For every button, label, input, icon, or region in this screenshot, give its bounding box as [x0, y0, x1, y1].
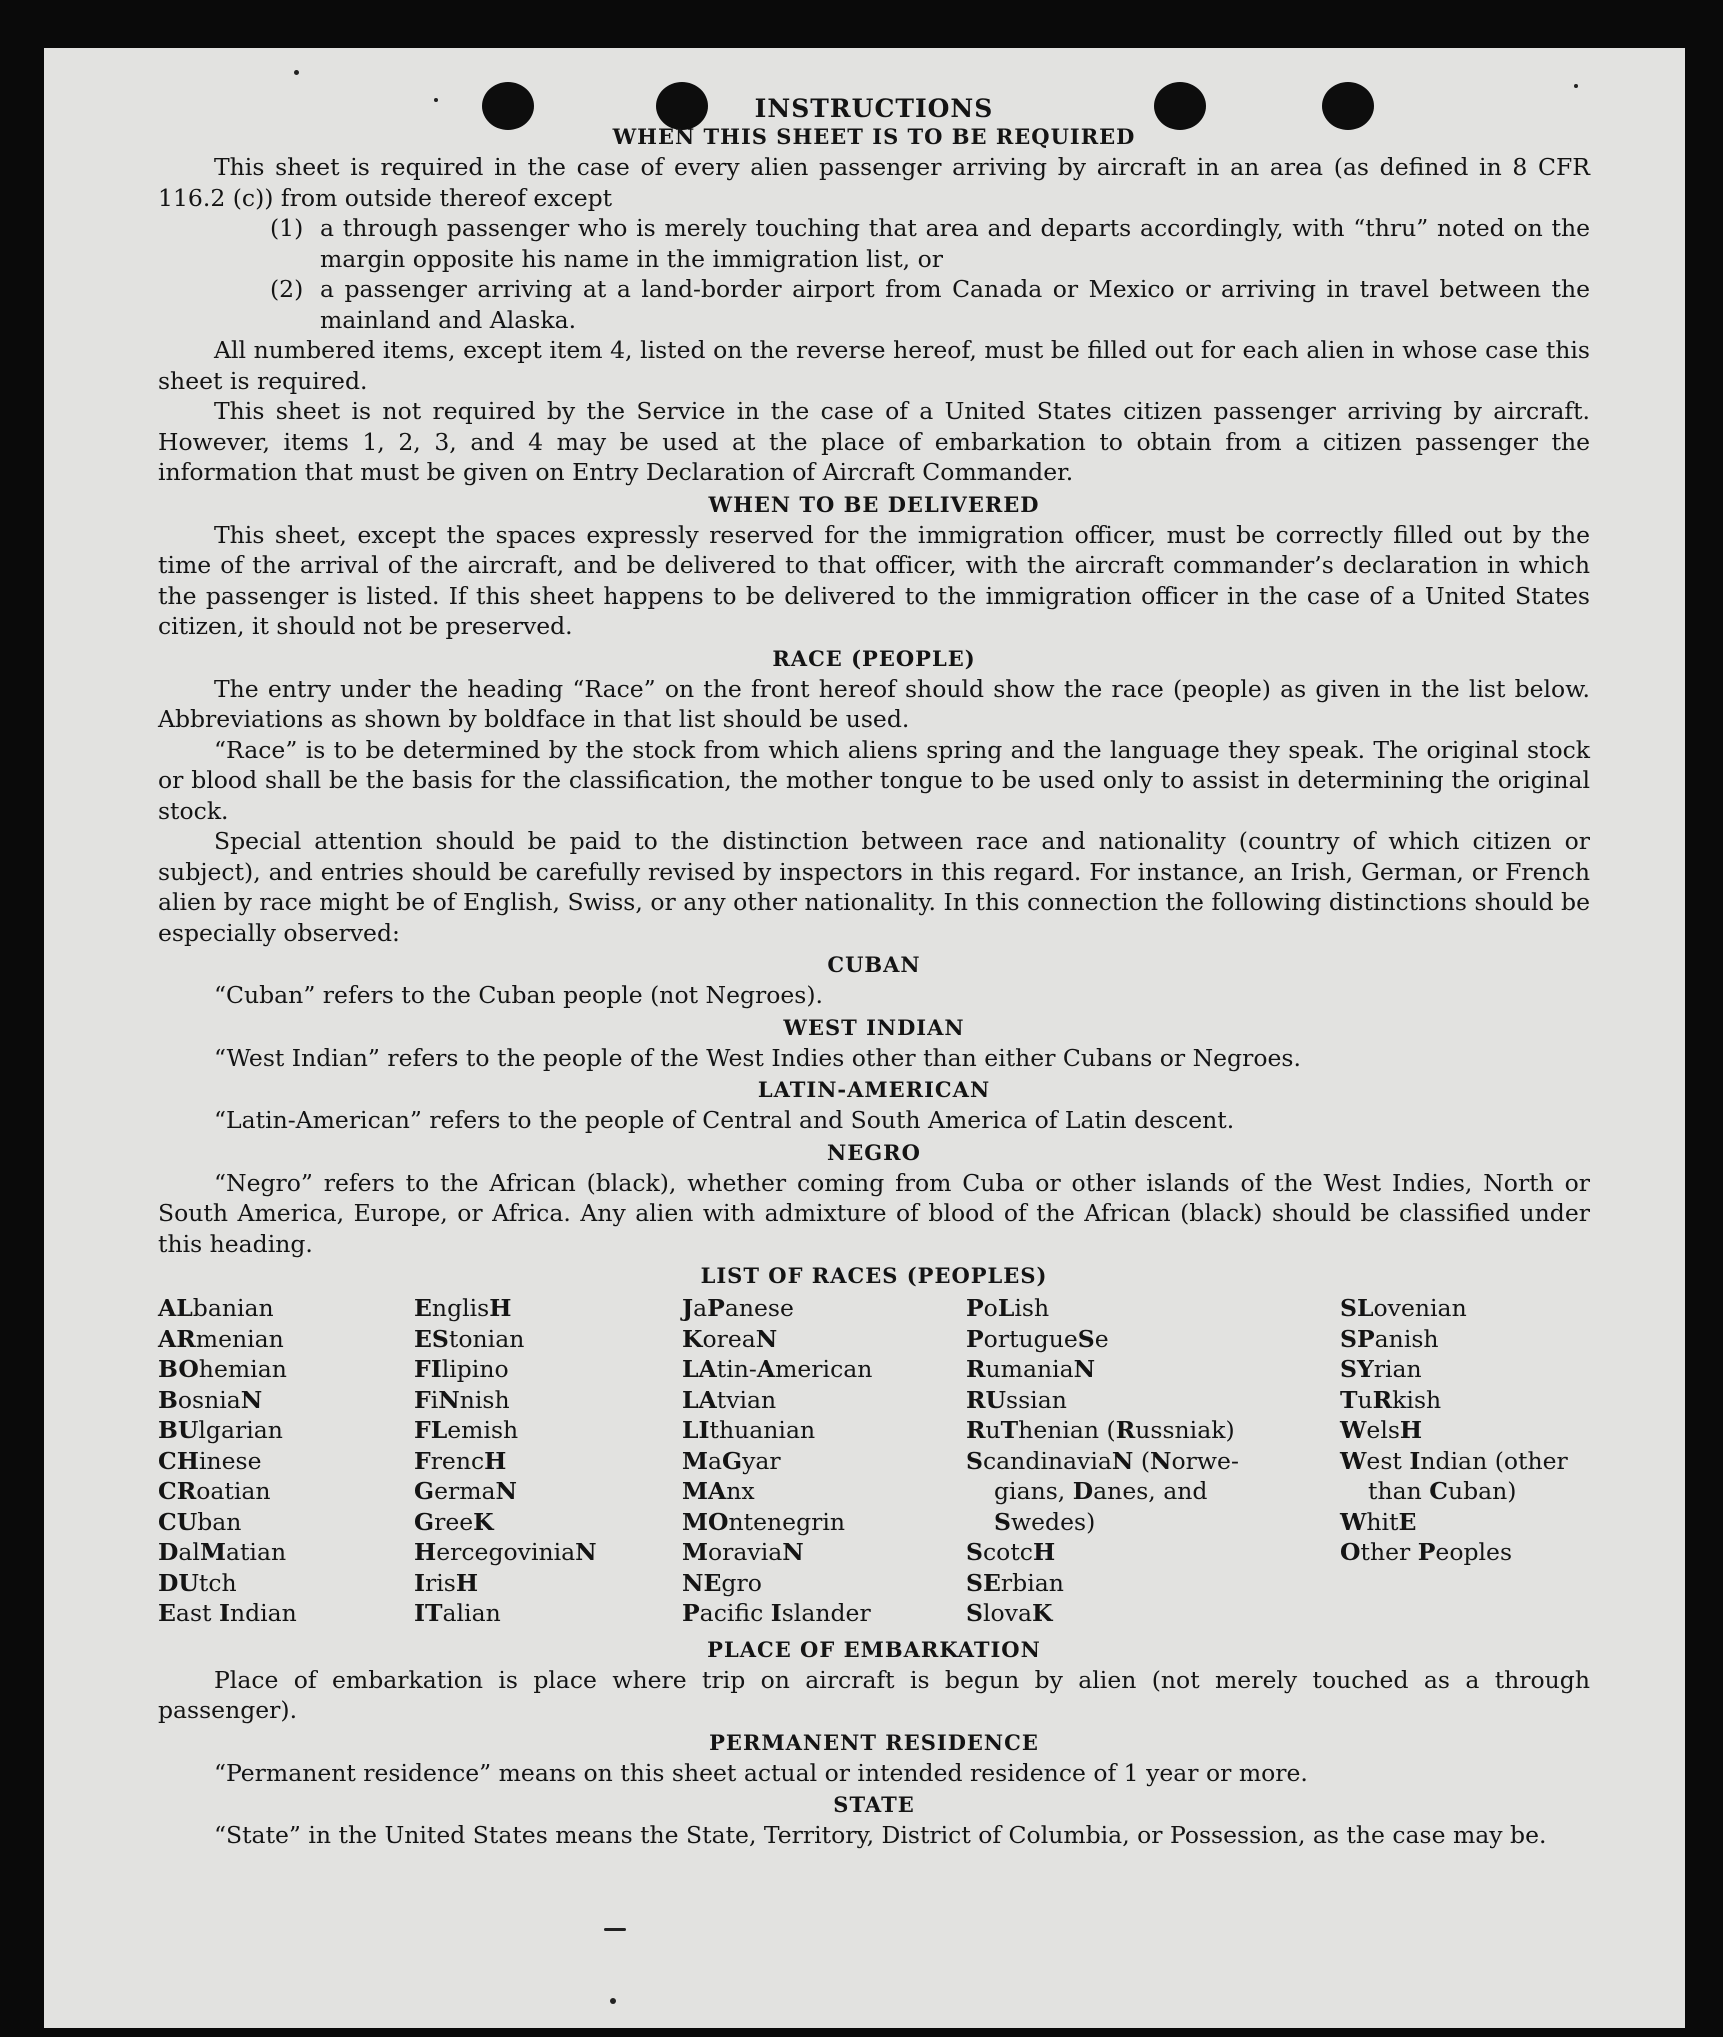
race-entry: SPanish — [1340, 1324, 1439, 1353]
race-entry: PortugueSe — [966, 1324, 1109, 1353]
race-entry: gians, Danes, and — [994, 1477, 1208, 1505]
section-heading: CUBAN — [827, 952, 921, 977]
definition: “Permanent residence” means on this sheet actual or intended residence of 1 year or more. — [214, 1758, 1308, 1787]
paragraph: This sheet is not required by the Service in the case of a United States citizen passenger arriving by aircraft. However, items 1, 2, 3, and 4 may be used at the place of embarkation to obtain from a citizen passenger the information that must be given on Entry Declaration of Aircraft Commander. — [158, 397, 1590, 486]
paragraph: The entry under the heading “Race” on the front hereof should show the race (people) as given in the list below. Abbreviations as shown by boldface in that list should be used. — [158, 674, 1590, 733]
race-entry: RumaniaN — [966, 1355, 1096, 1383]
race-entry: WhitE — [1340, 1507, 1417, 1536]
race-entry: BosniaN — [158, 1385, 263, 1414]
race-entry: MaGyar — [682, 1446, 781, 1475]
race-entry: LAtvian — [682, 1385, 777, 1414]
race-entry: EStonian — [414, 1324, 525, 1353]
race-entry: Swedes) — [994, 1507, 1096, 1536]
race-entry: PoLish — [966, 1294, 1050, 1322]
race-entry: FiNnish — [414, 1385, 510, 1414]
race-entry: East Indian — [158, 1599, 297, 1627]
race-entry: DUtch — [158, 1568, 237, 1597]
race-entry: CRoatian — [158, 1477, 271, 1505]
paragraph: All numbered items, except item 4, listed on the reverse hereof, must be filled out for each alien in whose case this sheet is required. — [158, 336, 1590, 395]
races-column — [966, 1293, 1340, 1629]
race-entry: Other Peoples — [1340, 1538, 1513, 1566]
race-entry: RuThenian (Russniak) — [966, 1416, 1235, 1444]
section-heading: WHEN THIS SHEET IS TO BE REQUIRED — [612, 124, 1136, 149]
race-entry: JaPanese — [682, 1294, 794, 1322]
race-entry: LIthuanian — [682, 1416, 816, 1444]
race-entry: West Indian (other — [1340, 1446, 1568, 1475]
list-text: a passenger arriving at a land-border airport from Canada or Mexico or arriving in travel between the mainland and Alaska. — [320, 275, 1590, 334]
race-entry: ALbanian — [158, 1294, 274, 1322]
section-heading: WEST INDIAN — [783, 1014, 965, 1040]
race-entry: KoreaN — [682, 1324, 778, 1353]
race-entry: SErbian — [966, 1568, 1064, 1597]
race-entry: ARmenian — [158, 1324, 284, 1353]
race-entry: CUban — [158, 1507, 242, 1536]
race-entry: NEgro — [682, 1568, 762, 1597]
list-number: (2) — [270, 275, 304, 303]
race-entry: GermaN — [414, 1477, 518, 1505]
list-item — [270, 213, 1590, 274]
section-heading: LIST OF RACES (PEOPLES) — [700, 1263, 1048, 1288]
race-entry: Pacifc Islander — [682, 1599, 871, 1627]
race-entry: GreeK — [414, 1507, 494, 1536]
race-entry: CHinese — [158, 1446, 262, 1475]
race-entry: MAnx — [682, 1477, 755, 1505]
paragraph: “State” in the United States means the State, Territory, District of Columbia, or Possession, as the case may be. — [214, 1821, 1547, 1849]
list-text: a through passenger who is merely touching that area and departs accordingly, with “thru” noted on the margin opposite his name in the immigration list, or — [320, 214, 1590, 273]
section-heading: NEGRO — [827, 1139, 921, 1165]
definition: “Cuban” refers to the Cuban people (not Negroes). — [214, 981, 824, 1009]
race-entry: FrencH — [414, 1446, 507, 1475]
instructions-content — [158, 92, 1590, 1851]
races-column — [158, 1293, 414, 1629]
race-entry: ScandinaviaN (Norwe- — [966, 1446, 1239, 1475]
paragraph: This sheet, except the spaces expressly reserved for the immigration officer, must be correctly filled out by the time of the arrival of the aircraft, and be delivered to that officer, with the aircraft commander’s declaration in which the passenger is listed. If this sheet happens to be delivered to the immigration officer in the case of a United States citizen, it should not be preserved. — [158, 520, 1590, 640]
races-column — [682, 1293, 966, 1629]
race-entry: EnglisH — [414, 1294, 512, 1322]
section-heading: LATIN-AMERICAN — [757, 1077, 991, 1102]
race-entry: DalMatian — [158, 1538, 287, 1566]
race-entry: MoraviaN — [682, 1538, 804, 1566]
race-entry: LAtin-American — [682, 1355, 873, 1383]
race-entry: ScotcH — [966, 1538, 1056, 1566]
race-entry: than Cuban) — [1368, 1477, 1517, 1505]
section-heading: STATE — [833, 1792, 915, 1817]
race-entry: TuRkish — [1340, 1385, 1442, 1414]
race-entry: IrisH — [414, 1568, 479, 1597]
section-heading: PLACE OF EMBARKATION — [707, 1636, 1041, 1662]
races-column — [414, 1293, 682, 1629]
list-item — [270, 274, 1590, 335]
race-entry: WelsH — [1340, 1416, 1423, 1444]
document-page — [44, 48, 1685, 2028]
definition: “Latin-American” refers to the people of Central and South America of Latin descent. — [214, 1106, 1235, 1134]
races-table — [158, 1293, 1590, 1629]
section-heading: PERMANENT RESIDENCE — [709, 1729, 1039, 1755]
paragraph: “Negro” refers to the African (black), whether coming from Cuba or other islands of the West Indies, North or South America, Europe, or Africa. Any alien with admixture of blood of the African (black) should be classified under this heading. — [158, 1168, 1590, 1258]
races-column — [1340, 1293, 1590, 1629]
paragraph: Special attention should be paid to the distinction between race and nationality (country of which citizen or subject), and entries should be carefully revised by inspectors in this regard. For instance, an Irish, German, or French alien by race might be of English, Swiss, or any other nationality. In this connection the following distinctions should be especially observed: — [158, 827, 1590, 947]
race-entry: BOhemian — [158, 1355, 287, 1383]
paragraph: “Race” is to be determined by the stock from which aliens spring and the language they speak. The original stock or blood shall be the basis for the classification, the mother tongue to be used only to assist in determining the original stock. — [158, 735, 1590, 825]
page-title: INSTRUCTIONS — [754, 94, 994, 123]
race-entry: HercegoviniaN — [414, 1538, 597, 1566]
race-entry: SLovenian — [1340, 1294, 1467, 1322]
race-entry: MOntenegrin — [682, 1507, 846, 1536]
definition: “West Indian” refers to the people of the West Indies other than either Cubans or Negroes. — [214, 1043, 1301, 1072]
race-entry: SYrian — [1340, 1355, 1422, 1383]
section-heading: RACE (PEOPLE) — [772, 645, 976, 671]
race-entry: ITalian — [414, 1599, 501, 1627]
paragraph: Place of embarkation is place where trip on aircraft is begun by alien (not merely touched as a through passenger). — [158, 1665, 1590, 1724]
paragraph: This sheet is required in the case of every alien passenger arriving by aircraft in an area (as defined in 8 CFR 116.2 (c)) from outside thereof except — [158, 153, 1590, 212]
section-heading: WHEN TO BE DELIVERED — [708, 491, 1040, 517]
race-entry: RUssian — [966, 1385, 1067, 1414]
race-entry: BUlgarian — [158, 1416, 283, 1444]
list-number: (1) — [270, 214, 304, 242]
race-entry: FIlipino — [414, 1355, 509, 1383]
race-entry: SlovaK — [966, 1599, 1053, 1627]
race-entry: FLemish — [414, 1416, 519, 1444]
